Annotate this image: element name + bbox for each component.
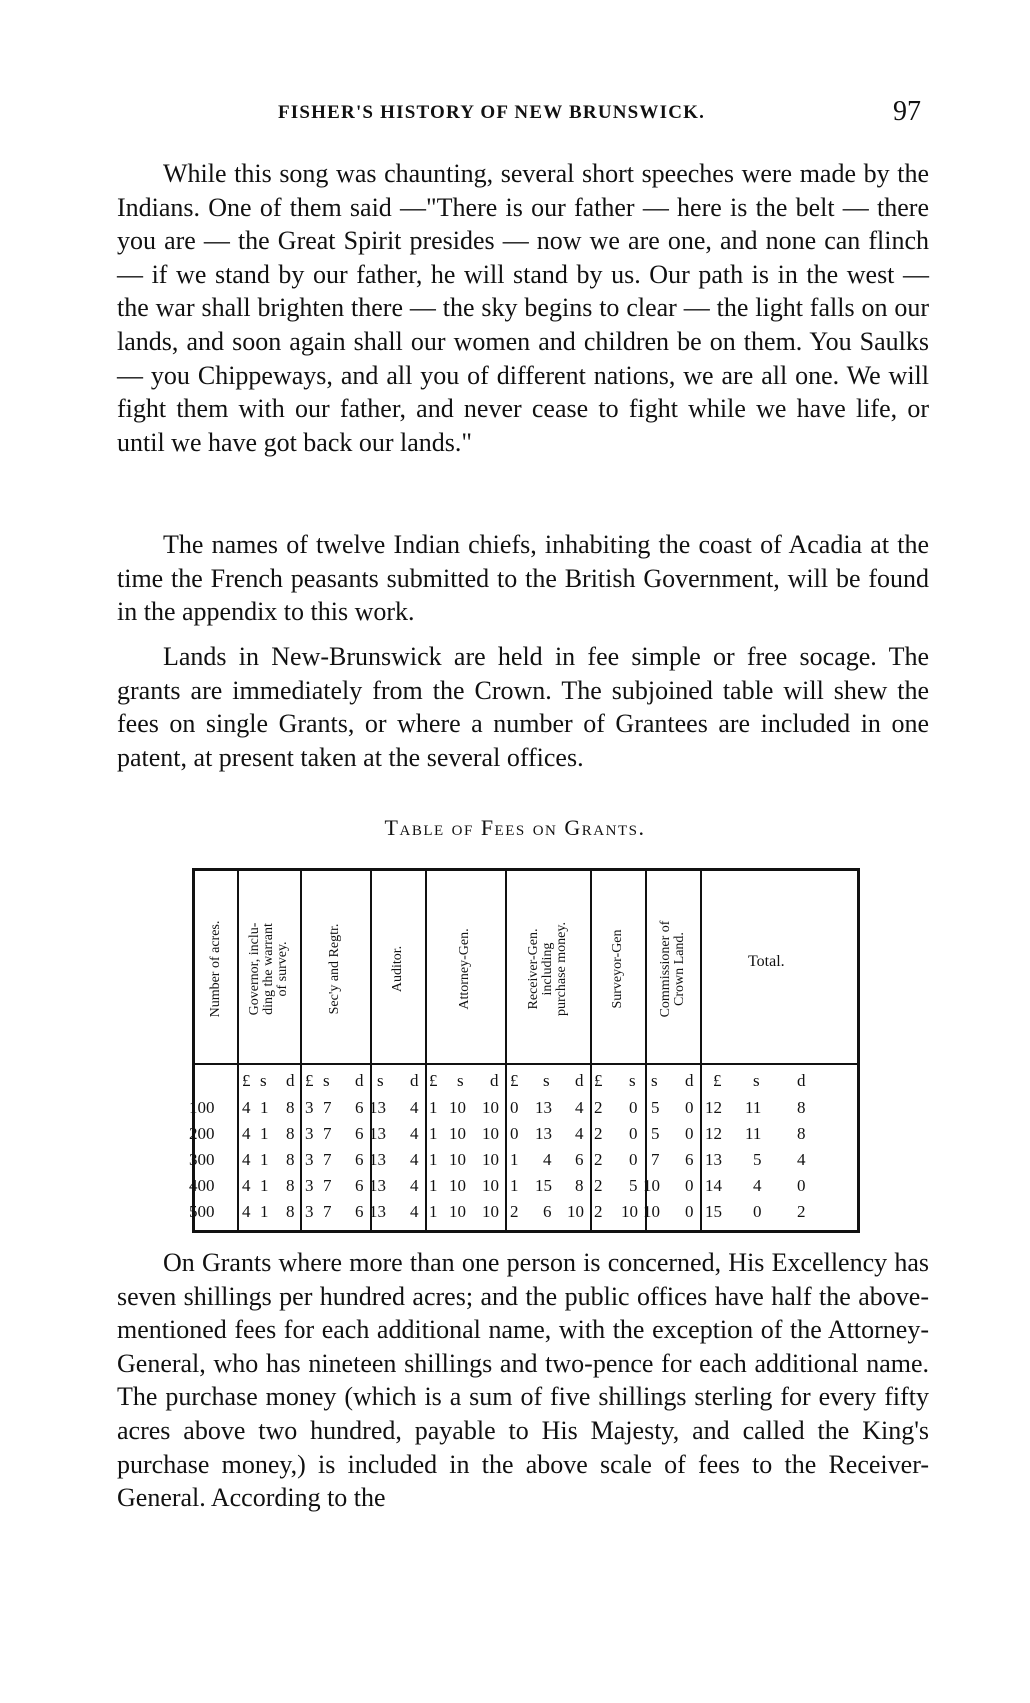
fee-cell: 2 [594,1176,603,1195]
fee-cell: 0 [629,1098,638,1117]
fee-cell: 7 [323,1176,332,1195]
table-title: Table of Fees on Grants. [384,815,646,840]
column-header-text: Receiver-Gen. including purchase money. [525,922,569,1016]
column-header-text: Auditor. [389,945,405,993]
unit-label: s [377,1071,384,1090]
fee-cell: 4 [410,1124,419,1143]
fee-cell: 7 [651,1150,660,1169]
fee-cell: 4 [410,1150,419,1169]
fee-cell: 1 [260,1202,269,1221]
paragraph-grant-fees: On Grants where more than one person is concerned, His Excellency has seven shillings per hundred acres; and the public offices have half the above-mentioned fees for each additional name, with the exception of the Attorney-General, who has nineteen shillings and two-pence for each additional name. The purchase money (which is a sum of five shillings sterling for every fifty acres above two hundred, payable to His Majesty, and called the King's purchase money,) is included in the above scale of fees to the Receiver-General. According to the [117,1248,929,1513]
fee-cell: 0 [685,1124,694,1143]
fee-cell: 8 [286,1176,295,1195]
column-header-text: Surveyor-Gen [609,929,625,1009]
unit-label: s [753,1071,760,1090]
fee-cell: 10 [482,1202,499,1221]
fee-cell: 4 [242,1150,251,1169]
fee-cell: 0 [510,1098,519,1117]
unit-label: £ [594,1071,603,1090]
fee-cell: 6 [355,1176,364,1195]
acres-cell: 400 [189,1176,215,1195]
fee-cell: 11 [745,1098,762,1117]
fee-cell: 6 [355,1202,364,1221]
fee-cell: 0 [753,1202,762,1221]
unit-label: d [797,1071,806,1090]
fee-cell: 0 [510,1124,519,1143]
column-header-text: Governor, inclu- ding the warrant of survey. [246,922,290,1016]
fee-cell: 13 [535,1124,552,1143]
acres-cell: 100 [189,1098,215,1117]
fee-cell: 3 [305,1176,314,1195]
fee-cell: 13 [369,1098,386,1117]
fee-cell: 10 [449,1202,466,1221]
fee-cell: 6 [355,1124,364,1143]
fee-cell: 1 [510,1176,519,1195]
acres-cell: 300 [189,1150,215,1169]
fees-table [189,868,860,1233]
fee-cell: 10 [567,1202,584,1221]
fee-cell: 6 [685,1150,694,1169]
fee-cell: 1 [260,1176,269,1195]
column-header [505,881,590,1057]
fee-cell: 4 [575,1124,584,1143]
fee-cell: 2 [797,1202,806,1221]
fee-cell: 7 [323,1098,332,1117]
unit-label: £ [713,1071,722,1090]
fee-cell: 1 [260,1150,269,1169]
fee-cell: 6 [355,1098,364,1117]
units-row [195,1071,857,1098]
unit-label: d [490,1071,499,1090]
fee-cell: 10 [449,1098,466,1117]
fee-cell: 1 [260,1124,269,1143]
fee-cell: 4 [575,1098,584,1117]
column-header [237,881,300,1057]
fee-cell: 10 [643,1202,660,1221]
fee-cell: 13 [369,1150,386,1169]
fee-cell: 10 [449,1124,466,1143]
fee-cell: 1 [429,1098,438,1117]
unit-label: s [260,1071,267,1090]
fee-cell: 4 [797,1150,806,1169]
unit-label: £ [242,1071,251,1090]
fee-cell: 5 [651,1124,660,1143]
unit-label: s [323,1071,330,1090]
fee-cell: 0 [797,1176,806,1195]
fee-cell: 10 [482,1098,499,1117]
unit-label: £ [305,1071,314,1090]
column-header [195,881,237,1057]
fee-cell: 1 [510,1150,519,1169]
fee-cell: 2 [594,1150,603,1169]
fee-cell: 0 [685,1098,694,1117]
fee-cell: 0 [629,1124,638,1143]
fee-cell: 5 [629,1176,638,1195]
column-header [645,881,700,1057]
column-header-text: Sec'y and Regtr. [327,923,342,1015]
fee-cell: 15 [535,1176,552,1195]
fee-cell: 0 [685,1202,694,1221]
fee-cell: 13 [369,1124,386,1143]
fee-cell: 10 [449,1150,466,1169]
column-header [590,881,645,1057]
fee-cell: 4 [242,1124,251,1143]
unit-label: d [685,1071,694,1090]
fee-cell: 4 [242,1202,251,1221]
fee-cell: 10 [482,1176,499,1195]
fee-cell: 4 [410,1202,419,1221]
fee-cell: 4 [242,1098,251,1117]
fee-cell: 5 [753,1150,762,1169]
fee-cell: 8 [286,1150,295,1169]
fee-cell: 2 [594,1124,603,1143]
fee-cell: 3 [305,1202,314,1221]
fee-cell: 13 [369,1176,386,1195]
fee-cell: 0 [685,1176,694,1195]
fee-cell: 8 [575,1176,584,1195]
fee-cell: 4 [753,1176,762,1195]
fee-cell: 2 [510,1202,519,1221]
fee-cell: 4 [242,1176,251,1195]
fee-cell: 8 [286,1202,295,1221]
paragraph-indian-speeches: While this song was chaunting, several short speeches were made by the Indians. One of them said —"There is our father — here is the belt — there you are — the Great Spirit presides — now we are one, and none can flinch — if we stand by our father, he will stand by us. Our path is in the west — the war shall brighten there — the sky begins to clear — the light falls on our lands, and soon again shall our women and children be on them. You Saulks — you Chippeways, and all you of different nations, we are all one. We will fight them with our father, and never cease to fight while we have life, or until we have got back our lands." [117,159,929,457]
fee-cell: 13 [535,1098,552,1117]
table-row [189,1098,857,1125]
paragraph-indian-chiefs: The names of twelve Indian chiefs, inhabiting the coast of Acadia at the time the French peasants submitted to the British Government, will be found in the appendix to this work. [117,530,929,627]
fee-cell: 4 [410,1098,419,1117]
fee-cell: 3 [305,1098,314,1117]
column-header-total: Total. [748,953,785,970]
unit-label: s [629,1071,636,1090]
column-header [300,881,370,1057]
unit-label: £ [429,1071,438,1090]
fee-cell: 1 [429,1124,438,1143]
acres-cell: 500 [189,1202,215,1221]
table-header-row [195,871,857,1065]
fee-cell: 1 [429,1202,438,1221]
unit-label: d [575,1071,584,1090]
fee-cell: 12 [705,1124,722,1143]
column-header-text: Number of acres. [208,920,223,1018]
paragraph-land-tenure: Lands in New-Brunswick are held in fee simple or free socage. The grants are immediately from the Crown. The subjoined table will shew the fees on single Grants, or where a number of Grantees are included in one patent, at present taken at the several offices. [117,642,929,772]
fee-cell: 11 [745,1124,762,1143]
fee-cell: 12 [705,1098,722,1117]
fee-cell: 10 [643,1176,660,1195]
fee-cell: 7 [323,1150,332,1169]
fee-cell: 8 [286,1124,295,1143]
acres-cell: 200 [189,1124,215,1143]
table-row [189,1124,857,1151]
running-title: FISHER'S HISTORY OF NEW BRUNSWICK. [278,102,706,123]
fee-cell: 1 [429,1176,438,1195]
unit-label: s [457,1071,464,1090]
fee-cell: 3 [305,1150,314,1169]
fee-cell: 6 [575,1150,584,1169]
column-header [425,881,505,1057]
fee-cell: 4 [410,1176,419,1195]
unit-label: d [410,1071,419,1090]
column-header [370,881,425,1057]
fee-cell: 14 [705,1176,722,1195]
fee-cell: 6 [355,1150,364,1169]
unit-label: d [286,1071,295,1090]
fee-cell: 7 [323,1124,332,1143]
fee-cell: 5 [651,1098,660,1117]
fee-cell: 10 [621,1202,638,1221]
unit-label: d [355,1071,364,1090]
fee-cell: 0 [629,1150,638,1169]
unit-label: s [651,1071,658,1090]
fee-cell: 8 [286,1098,295,1117]
fee-cell: 13 [369,1202,386,1221]
fee-cell: 1 [429,1150,438,1169]
fee-cell: 2 [594,1098,603,1117]
fee-cell: 13 [705,1150,722,1169]
unit-label: s [543,1071,550,1090]
fee-cell: 2 [594,1202,603,1221]
fee-cell: 10 [482,1124,499,1143]
table-row [189,1202,857,1229]
column-header-text: Commissioner of Crown Land. [657,920,687,1018]
table-row [189,1176,857,1203]
fee-cell: 6 [543,1202,552,1221]
page-number: 97 [893,96,921,127]
fee-cell: 15 [705,1202,722,1221]
fee-cell: 10 [482,1150,499,1169]
fee-cell: 8 [797,1098,806,1117]
fee-cell: 10 [449,1176,466,1195]
fee-cell: 1 [260,1098,269,1117]
fee-cell: 8 [797,1124,806,1143]
page-header [0,96,1030,136]
fee-cell: 3 [305,1124,314,1143]
fee-cell: 4 [543,1150,552,1169]
fee-cell: 7 [323,1202,332,1221]
unit-label: £ [510,1071,519,1090]
table-row [189,1150,857,1177]
column-header-text: Attorney-Gen. [457,928,472,1010]
